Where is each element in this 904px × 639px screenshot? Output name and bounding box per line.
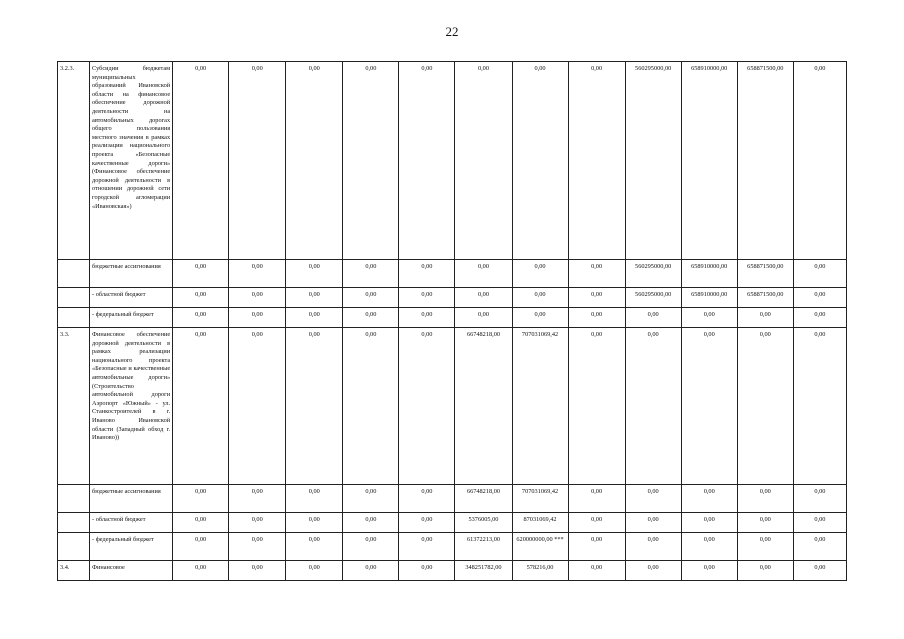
value-cell: 0,00 [173, 513, 229, 533]
value-cell: 560295000,00 [625, 260, 681, 288]
row-code-cell: 3.2.3. [58, 62, 90, 260]
value-cell: 0,00 [399, 288, 455, 308]
value-cell: 658910000,00 [681, 62, 737, 260]
value-cell: 0,00 [229, 513, 286, 533]
value-cell: 61372213,00 [455, 533, 512, 561]
value-cell: 0,00 [681, 513, 737, 533]
value-cell: 0,00 [793, 513, 846, 533]
value-cell: 0,00 [681, 308, 737, 328]
table-row [58, 533, 847, 561]
value-cell: 66748218,00 [455, 485, 512, 513]
value-cell: 658871500,00 [737, 260, 793, 288]
value-cell: 0,00 [229, 561, 286, 581]
row-code-cell [58, 308, 90, 328]
value-cell: 0,00 [399, 328, 455, 485]
table-row [58, 260, 847, 288]
value-cell: 0,00 [681, 485, 737, 513]
table-row [58, 513, 847, 533]
value-cell: 0,00 [343, 288, 399, 308]
value-cell: 578216,00 [512, 561, 568, 581]
value-cell: 620000000,00 *** [512, 533, 568, 561]
row-code-cell: 3.4. [58, 561, 90, 581]
row-name-cell: бюджетные ассигнования [90, 485, 173, 513]
value-cell: 0,00 [512, 308, 568, 328]
value-cell: 560295000,00 [625, 62, 681, 260]
value-cell: 5376005,00 [455, 513, 512, 533]
value-cell: 0,00 [793, 260, 846, 288]
value-cell: 0,00 [399, 62, 455, 260]
value-cell: 0,00 [681, 328, 737, 485]
row-name-cell: - федеральный бюджет [90, 533, 173, 561]
table-row [58, 561, 847, 581]
value-cell: 0,00 [625, 561, 681, 581]
table-row [58, 308, 847, 328]
row-name-cell: Финансовое обеспечение дорожной деятельности в рамках реализации национального проекта «Безопасные и качественные автомобильные дороги» (Строительство автомобильной дороги Аэропорт «Южный» - ул. Станкостроителей в г. Иваново Ивановской области (Западный обход г. Иваново)) [90, 328, 173, 485]
value-cell: 0,00 [568, 328, 625, 485]
value-cell: 0,00 [343, 62, 399, 260]
value-cell: 0,00 [229, 485, 286, 513]
value-cell: 0,00 [625, 513, 681, 533]
table-row [58, 485, 847, 513]
value-cell: 0,00 [286, 288, 343, 308]
value-cell: 0,00 [455, 288, 512, 308]
value-cell: 0,00 [793, 308, 846, 328]
value-cell: 0,00 [737, 308, 793, 328]
value-cell: 0,00 [625, 533, 681, 561]
value-cell: 0,00 [681, 533, 737, 561]
row-name-cell: - областной бюджет [90, 513, 173, 533]
value-cell: 0,00 [173, 260, 229, 288]
value-cell: 0,00 [229, 260, 286, 288]
value-cell: 0,00 [568, 513, 625, 533]
value-cell: 0,00 [568, 260, 625, 288]
value-cell: 0,00 [793, 561, 846, 581]
value-cell: 0,00 [229, 308, 286, 328]
row-name-cell: бюджетные ассигнования [90, 260, 173, 288]
value-cell: 0,00 [568, 288, 625, 308]
value-cell: 658871500,00 [737, 288, 793, 308]
row-name-cell: - федеральный бюджет [90, 308, 173, 328]
value-cell: 0,00 [286, 308, 343, 328]
value-cell: 0,00 [173, 533, 229, 561]
value-cell: 0,00 [737, 485, 793, 513]
value-cell: 0,00 [455, 62, 512, 260]
value-cell: 0,00 [286, 328, 343, 485]
value-cell: 0,00 [343, 328, 399, 485]
row-code-cell: 3.3. [58, 328, 90, 485]
value-cell: 0,00 [625, 308, 681, 328]
value-cell: 0,00 [512, 288, 568, 308]
value-cell: 87031069,42 [512, 513, 568, 533]
value-cell: 0,00 [793, 288, 846, 308]
budget-table [57, 61, 847, 581]
value-cell: 0,00 [737, 533, 793, 561]
value-cell: 0,00 [286, 533, 343, 561]
table-row [58, 62, 847, 260]
value-cell: 0,00 [625, 485, 681, 513]
value-cell: 0,00 [681, 561, 737, 581]
value-cell: 0,00 [286, 561, 343, 581]
value-cell: 0,00 [343, 513, 399, 533]
value-cell: 0,00 [173, 485, 229, 513]
value-cell: 0,00 [737, 561, 793, 581]
value-cell: 0,00 [568, 308, 625, 328]
value-cell: 0,00 [737, 328, 793, 485]
value-cell: 0,00 [568, 533, 625, 561]
row-name-cell: Субсидии бюджетам муниципальных образований Ивановской области на финансовое обеспечение дорожной деятельности на автомобильных дорогах общего пользования местного значения в рамках реализации национального проекта «Безопасные качественные дороги» (Финансовое обеспечение дорожной деятельности в отношении дорожной сети городской агломерации «Ивановская») [90, 62, 173, 260]
value-cell: 0,00 [286, 260, 343, 288]
value-cell: 0,00 [173, 561, 229, 581]
value-cell: 0,00 [399, 260, 455, 288]
row-name-cell: Финансовое [90, 561, 173, 581]
value-cell: 0,00 [737, 513, 793, 533]
value-cell: 0,00 [793, 485, 846, 513]
value-cell: 560295000,00 [625, 288, 681, 308]
value-cell: 0,00 [286, 62, 343, 260]
value-cell: 0,00 [343, 533, 399, 561]
value-cell: 0,00 [399, 485, 455, 513]
row-code-cell [58, 533, 90, 561]
value-cell: 0,00 [568, 62, 625, 260]
table-row [58, 288, 847, 308]
budget-table-body [58, 62, 847, 581]
value-cell: 658910000,00 [681, 288, 737, 308]
value-cell: 0,00 [455, 308, 512, 328]
value-cell: 0,00 [229, 328, 286, 485]
value-cell: 0,00 [625, 328, 681, 485]
value-cell: 707031069,42 [512, 328, 568, 485]
value-cell: 0,00 [173, 288, 229, 308]
value-cell: 0,00 [286, 485, 343, 513]
value-cell: 0,00 [229, 288, 286, 308]
value-cell: 0,00 [568, 561, 625, 581]
row-code-cell [58, 485, 90, 513]
value-cell: 66748218,00 [455, 328, 512, 485]
value-cell: 0,00 [173, 308, 229, 328]
value-cell: 0,00 [286, 513, 343, 533]
value-cell: 0,00 [343, 260, 399, 288]
value-cell: 0,00 [793, 533, 846, 561]
value-cell: 0,00 [455, 260, 512, 288]
value-cell: 0,00 [512, 260, 568, 288]
value-cell: 0,00 [512, 62, 568, 260]
value-cell: 0,00 [793, 328, 846, 485]
value-cell: 0,00 [343, 561, 399, 581]
value-cell: 0,00 [399, 533, 455, 561]
page-number: 22 [445, 24, 459, 39]
value-cell: 348251782,00 [455, 561, 512, 581]
value-cell: 0,00 [343, 308, 399, 328]
value-cell: 0,00 [399, 561, 455, 581]
row-code-cell [58, 288, 90, 308]
value-cell: 658910000,00 [681, 260, 737, 288]
value-cell: 0,00 [343, 485, 399, 513]
value-cell: 0,00 [229, 62, 286, 260]
value-cell: 0,00 [793, 62, 846, 260]
row-code-cell [58, 260, 90, 288]
value-cell: 0,00 [229, 533, 286, 561]
value-cell: 0,00 [568, 485, 625, 513]
value-cell: 707031069,42 [512, 485, 568, 513]
table-row [58, 328, 847, 485]
row-name-cell: - областной бюджет [90, 288, 173, 308]
value-cell: 0,00 [173, 62, 229, 260]
value-cell: 658871500,00 [737, 62, 793, 260]
value-cell: 0,00 [173, 328, 229, 485]
value-cell: 0,00 [399, 308, 455, 328]
value-cell: 0,00 [399, 513, 455, 533]
row-code-cell [58, 513, 90, 533]
